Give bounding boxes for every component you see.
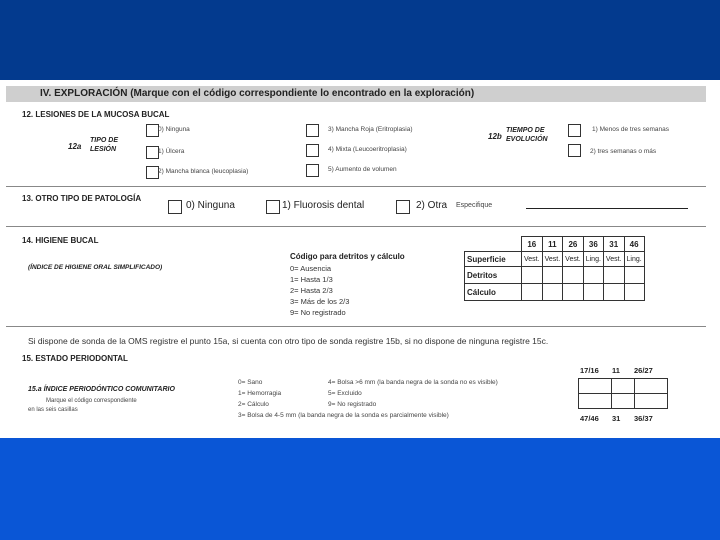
- s15-tooth-bottom-2: 31: [612, 414, 621, 423]
- calculo-cell[interactable]: [522, 284, 543, 301]
- tooth-header: 11: [542, 237, 563, 252]
- calculo-cell[interactable]: [563, 284, 584, 301]
- tooth-header: 31: [603, 237, 624, 252]
- s12-opt4-label: 4) Mixta (Leucoeritroplasia): [328, 146, 407, 153]
- s12-opt3-label: 3) Mancha Roja (Eritroplasia): [328, 126, 413, 133]
- s15-title: 15. ESTADO PERIODONTAL: [22, 354, 128, 363]
- probe-note: Si dispone de sonda de la OMS registre el punto 15a, si cuenta con otro tipo de sonda registre 15b, si no dispone de ninguna registre 15c.: [28, 336, 549, 346]
- s12-opt3-checkbox[interactable]: [306, 124, 319, 137]
- s13-opt1-label: 1) Fluorosis dental: [282, 200, 365, 211]
- calculo-label: Cálculo: [465, 284, 522, 301]
- s12-tiempo-opt2-checkbox[interactable]: [568, 144, 581, 157]
- s15-code-9: 9= No registrado: [328, 401, 377, 408]
- s14-code-1: 1= Hasta 1/3: [290, 275, 333, 284]
- s13-opt1-checkbox[interactable]: [266, 200, 280, 214]
- detritos-label: Detritos: [465, 267, 522, 284]
- detritos-cell[interactable]: [522, 267, 543, 284]
- divider: [6, 226, 706, 227]
- surface-cell: Vest.: [563, 252, 584, 267]
- s15-periodontal-grid: [578, 378, 668, 409]
- surface-cell: Vest.: [542, 252, 563, 267]
- tooth-header: 36: [583, 237, 603, 252]
- s14-hygiene-table: [464, 236, 645, 301]
- top-blue-band: [0, 0, 720, 80]
- tooth-header: 16: [522, 237, 543, 252]
- s12-opt5-checkbox[interactable]: [306, 164, 319, 177]
- detritos-cell[interactable]: [583, 267, 603, 284]
- s14-subtitle: (ÍNDICE DE HIGIENE ORAL SIMPLIFICADO): [28, 264, 163, 271]
- s13-opt2-label: 2) Otra: [416, 200, 448, 211]
- surface-label: Superficie: [465, 252, 522, 267]
- calculo-cell[interactable]: [583, 284, 603, 301]
- divider: [6, 186, 706, 187]
- s14-code-3: 3= Más de los 2/3: [290, 297, 350, 306]
- s15-tooth-bottom-1: 47/46: [580, 414, 599, 423]
- perio-cell[interactable]: [635, 394, 668, 409]
- divider: [6, 326, 706, 327]
- detritos-cell[interactable]: [624, 267, 644, 284]
- s15a-title: 15.a ÍNDICE PERIODÓNTICO COMUNITARIO: [28, 386, 175, 393]
- s12-tipo-label: TIPO DE LESIÓN: [90, 137, 119, 153]
- s15-code-1: 1= Hemorragia: [238, 390, 282, 397]
- s12-opt2-label: 2) Mancha blanca (leucoplasia): [158, 168, 249, 175]
- s12-opt1-label: 1) Úlcera: [158, 148, 185, 155]
- s15-tooth-top-3: 26/27: [634, 366, 653, 375]
- tooth-header: 46: [624, 237, 644, 252]
- s13-opt2-checkbox[interactable]: [396, 200, 410, 214]
- s15-tooth-top-1: 17/16: [580, 366, 599, 375]
- s12-code-b: 12b: [488, 132, 502, 141]
- s13-opt0-checkbox[interactable]: [168, 200, 182, 214]
- calculo-cell[interactable]: [603, 284, 624, 301]
- tooth-header: 26: [563, 237, 584, 252]
- s15-code-4: 4= Bolsa >6 mm (la banda negra de la sonda no es visible): [328, 379, 498, 386]
- s15a-instr-1: Marque el código correspondiente: [46, 398, 137, 404]
- s12-tiempo-opt1-checkbox[interactable]: [568, 124, 581, 137]
- section-header: [6, 86, 706, 102]
- s14-code-2: 2= Hasta 2/3: [290, 286, 333, 295]
- s15-tooth-bottom-3: 36/37: [634, 414, 653, 423]
- s15-code-2: 2= Cálculo: [238, 401, 269, 408]
- detritos-cell[interactable]: [563, 267, 584, 284]
- detritos-cell[interactable]: [542, 267, 563, 284]
- surface-cell: Vest.: [522, 252, 543, 267]
- s12-tiempo-label: TIEMPO DE EVOLUCIÓN: [506, 127, 548, 143]
- bottom-blue-band: [0, 438, 720, 540]
- surface-cell: Vest.: [603, 252, 624, 267]
- s13-title: 13. OTRO TIPO DE PATOLOGÍA: [22, 194, 142, 203]
- perio-cell[interactable]: [579, 379, 612, 394]
- s13-especifique-label: Especifique: [456, 202, 493, 209]
- s15-code-0: 0= Sano: [238, 379, 263, 386]
- perio-cell[interactable]: [635, 379, 668, 394]
- detritos-cell[interactable]: [603, 267, 624, 284]
- perio-cell[interactable]: [612, 379, 635, 394]
- s13-especifique-line[interactable]: [526, 208, 688, 209]
- s12-code-a: 12a: [68, 142, 82, 151]
- s12-opt4-checkbox[interactable]: [306, 144, 319, 157]
- perio-cell[interactable]: [612, 394, 635, 409]
- s14-title: 14. HIGIENE BUCAL: [22, 236, 99, 245]
- s12-opt5-label: 5) Aumento de volumen: [328, 166, 397, 173]
- s12-opt0-label: 0) Ninguna: [158, 126, 190, 133]
- calculo-cell[interactable]: [542, 284, 563, 301]
- s12-tiempo-opt2-label: 2) tres semanas o más: [590, 148, 657, 155]
- s15-code-5: 5= Excluido: [328, 390, 362, 397]
- surface-cell: Ling.: [624, 252, 644, 267]
- section-header-text: IV. EXPLORACIÓN (Marque con el código correspondiente lo encontrado en la exploración): [40, 88, 475, 99]
- s14-codes-title: Código para detritos y cálculo: [290, 252, 405, 261]
- perio-cell[interactable]: [579, 394, 612, 409]
- s15-tooth-top-2: 11: [612, 366, 620, 375]
- s13-opt0-label: 0) Ninguna: [186, 200, 235, 211]
- calculo-cell[interactable]: [624, 284, 644, 301]
- surface-cell: Ling.: [583, 252, 603, 267]
- s14-code-4: 9= No registrado: [290, 308, 346, 317]
- s12-tiempo-opt1-label: 1) Menos de tres semanas: [592, 126, 669, 133]
- s14-code-0: 0= Ausencia: [290, 264, 332, 273]
- s12-title: 12. LESIONES DE LA MUCOSA BUCAL: [22, 110, 170, 119]
- s15-code-3: 3= Bolsa de 4-5 mm (la banda negra de la sonda es parcialmente visible): [238, 412, 449, 419]
- form-page: [0, 80, 720, 438]
- s15a-instr-2: en las seis casillas: [28, 407, 78, 413]
